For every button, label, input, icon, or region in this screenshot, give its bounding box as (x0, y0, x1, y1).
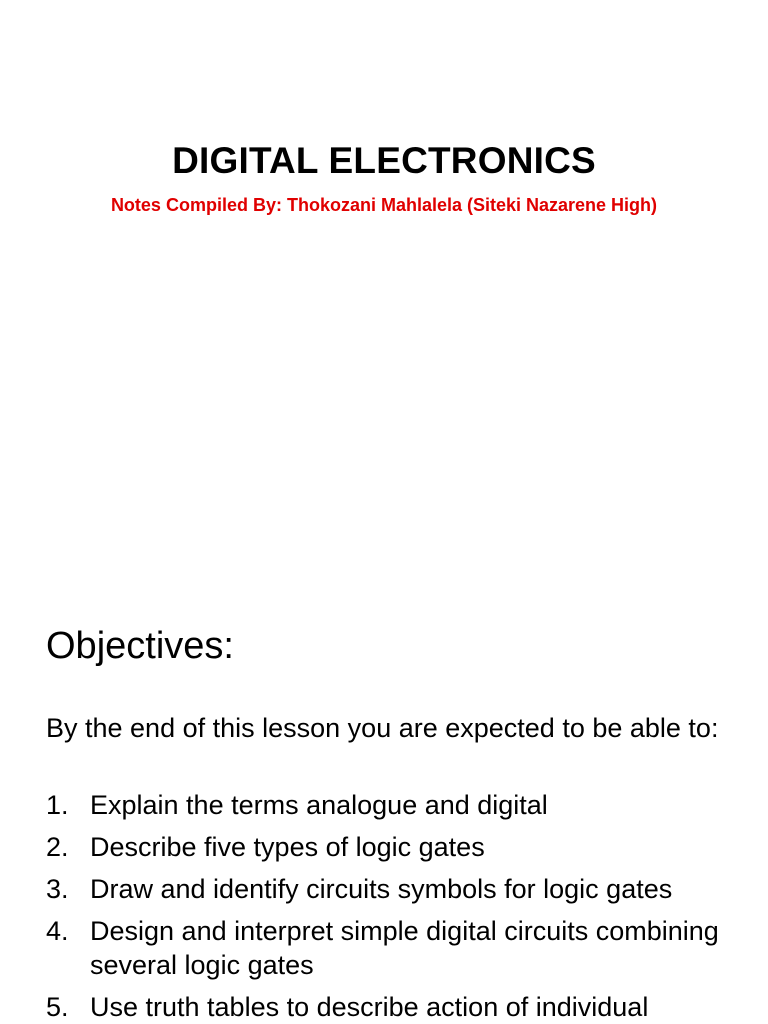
slide-title: DIGITAL ELECTRONICS (172, 140, 596, 181)
list-item (46, 914, 736, 982)
objectives-intro: By the end of this lesson you are expected to be able to: (46, 713, 719, 743)
list-item-text: Design and interpret simple digital circuits combining several logic gates (90, 916, 719, 980)
list-item (46, 872, 736, 906)
list-item-text: Describe five types of logic gates (90, 832, 485, 862)
slide-subtitle: Notes Compiled By: Thokozani Mahlalela (Siteki Nazarene High) (110, 195, 658, 215)
objectives-slide (0, 590, 768, 1024)
list-item-number: 3. (46, 874, 69, 904)
list-item-text: Draw and identify circuits symbols for logic gates (90, 874, 673, 904)
list-item-number: 2. (46, 832, 69, 862)
list-item-text: Use truth tables to describe action of individual (90, 992, 649, 1022)
list-item-number: 5. (46, 992, 69, 1022)
list-item (46, 830, 736, 864)
list-item (46, 990, 736, 1024)
list-item-number: 1. (46, 790, 69, 820)
list-item-text: Explain the terms analogue and digital (90, 790, 548, 820)
list-item-number: 4. (46, 916, 69, 946)
list-item (46, 788, 736, 822)
objectives-heading: Objectives: (46, 625, 234, 667)
objectives-list (46, 788, 736, 1024)
